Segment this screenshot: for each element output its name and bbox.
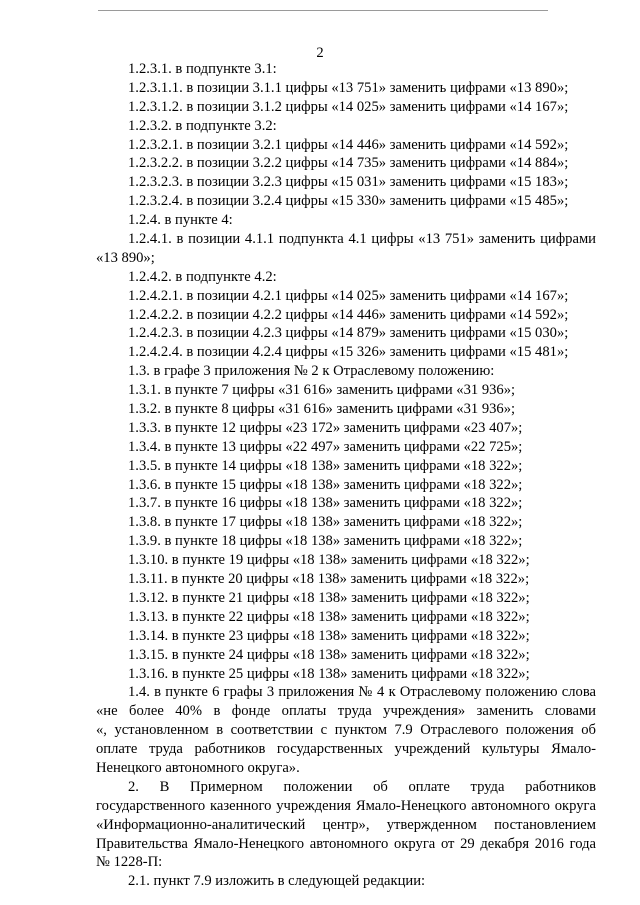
text-line: Правительства Ямало-Ненецкого автономного округа от 29 декабря 2016 года <box>96 835 596 852</box>
text-line: 1.4. в пункте 6 графы 3 приложения № 4 к Отраслевому положению слова <box>128 684 596 701</box>
text-line: оплате труда работников государственных учреждений культуры Ямало- <box>96 741 596 758</box>
text-line: 1.3.5. в пункте 14 цифры «18 138» заменить цифрами «18 322»; <box>128 457 523 474</box>
text-line: «, установленном в соответствии с пунктом 7.9 Отраслевого положения об <box>96 722 596 739</box>
text-line: «Информационно-аналитический центр», утвержденном постановлением <box>96 816 596 833</box>
text-line: 1.3. в графе 3 приложения № 2 к Отраслевому положению: <box>128 363 495 380</box>
text-line: 1.3.15. в пункте 24 цифры «18 138» заменить цифрами «18 322»; <box>128 646 530 663</box>
text-line: 1.2.3.2.1. в позиции 3.2.1 цифры «14 446» заменить цифрами «14 592»; <box>128 136 569 153</box>
text-line: 1.2.3.1.2. в позиции 3.1.2 цифры «14 025» заменить цифрами «14 167»; <box>128 98 569 115</box>
text-line: 1.3.16. в пункте 25 цифры «18 138» заменить цифрами «18 322»; <box>128 665 530 682</box>
text-line: 2.1. пункт 7.9 изложить в следующей редакции: <box>128 873 426 890</box>
text-line: 1.3.1. в пункте 7 цифры «31 616» заменить цифрами «31 936»; <box>128 382 516 399</box>
text-line: 1.2.3.1. в подпункте 3.1: <box>128 61 277 77</box>
text-line: 1.3.8. в пункте 17 цифры «18 138» заменить цифрами «18 322»; <box>128 514 523 531</box>
text-line: 1.2.4.2.2. в позиции 4.2.2 цифры «14 446» заменить цифрами «14 592»; <box>128 306 569 323</box>
text-line: 1.2.3.2.4. в позиции 3.2.4 цифры «15 330» заменить цифрами «15 485»; <box>128 193 569 210</box>
text-line: 1.2.4.2.4. в позиции 4.2.4 цифры «15 326» заменить цифрами «15 481»; <box>128 344 569 361</box>
text-line: 1.2.3.1.1. в позиции 3.1.1 цифры «13 751» заменить цифрами «13 890»; <box>128 79 569 96</box>
text-line: 1.3.4. в пункте 13 цифры «22 497» заменить цифрами «22 725»; <box>128 438 523 455</box>
text-line: 1.2.3.2.2. в позиции 3.2.2 цифры «14 735» заменить цифрами «14 884»; <box>128 155 569 172</box>
text-line: государственного казенного учреждения Ямало-Ненецкого автономного округа <box>96 797 596 814</box>
page-number: 2 <box>316 45 324 61</box>
text-line: № 1228-П: <box>96 854 163 871</box>
text-line: 1.3.10. в пункте 19 цифры «18 138» заменить цифрами «18 322»; <box>128 552 530 569</box>
text-line: 1.3.9. в пункте 18 цифры «18 138» заменить цифрами «18 322»; <box>128 533 523 550</box>
text-line: 1.3.14. в пункте 23 цифры «18 138» заменить цифрами «18 322»; <box>128 627 530 644</box>
text-line: 1.3.7. в пункте 16 цифры «18 138» заменить цифрами «18 322»; <box>128 495 523 512</box>
text-line: 1.2.3.2. в подпункте 3.2: <box>128 117 277 134</box>
text-line: 1.2.4.2.1. в позиции 4.2.1 цифры «14 025» заменить цифрами «14 167»; <box>128 287 569 304</box>
top-border-line <box>98 10 548 11</box>
text-line: 1.3.12. в пункте 21 цифры «18 138» заменить цифрами «18 322»; <box>128 589 530 606</box>
text-line: 1.3.6. в пункте 15 цифры «18 138» заменить цифрами «18 322»; <box>128 476 523 493</box>
text-line: 1.3.3. в пункте 12 цифры «23 172» заменить цифрами «23 407»; <box>128 419 523 436</box>
text-line: 1.3.11. в пункте 20 цифры «18 138» заменить цифрами «18 322»; <box>128 571 530 588</box>
text-line: «не более 40% в фонде оплаты труда учреждения» заменить словами <box>96 703 596 720</box>
text-line: «13 890»; <box>96 249 155 266</box>
text-line: 1.3.13. в пункте 22 цифры «18 138» заменить цифрами «18 322»; <box>128 608 530 625</box>
text-line: 1.2.3.2.3. в позиции 3.2.3 цифры «15 031» заменить цифрами «15 183»; <box>128 174 569 191</box>
text-line: 1.3.2. в пункте 8 цифры «31 616» заменить цифрами «31 936»; <box>128 401 516 418</box>
document-body <box>96 60 596 891</box>
text-line: Ненецкого автономного округа». <box>96 759 300 776</box>
text-line: 1.2.4.1. в позиции 4.1.1 подпункта 4.1 цифры «13 751» заменить цифрами <box>128 231 596 248</box>
text-line: 1.2.4.2.3. в позиции 4.2.3 цифры «14 879» заменить цифрами «15 030»; <box>128 325 569 342</box>
text-line: 1.2.4. в пункте 4: <box>128 212 233 229</box>
text-line: 1.2.4.2. в подпункте 4.2: <box>128 268 277 285</box>
text-line: 2. В Примерном положении об оплате труда работников <box>128 778 596 795</box>
